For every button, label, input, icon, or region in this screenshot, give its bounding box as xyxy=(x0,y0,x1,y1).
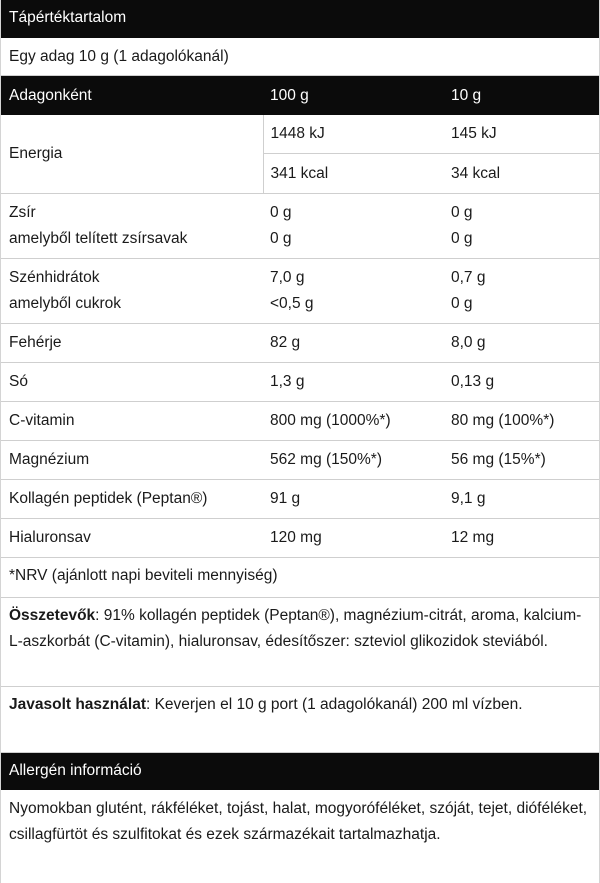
usage-label: Javasolt használat xyxy=(9,696,146,713)
magnesium-10: 56 mg (15%*) xyxy=(444,441,599,480)
vitamin-c-100: 800 mg (1000%*) xyxy=(263,402,444,441)
ingredients-label: Összetevők xyxy=(9,607,96,624)
saturated-fat-label: amelyből telített zsírsavak xyxy=(9,230,188,247)
table-row xyxy=(1,441,599,480)
hyaluronic-10: 12 mg xyxy=(444,519,599,558)
suggested-use xyxy=(1,687,599,753)
allergen-title: Allergén információ xyxy=(1,753,599,790)
table-header-row xyxy=(1,76,599,115)
hyaluronic-label: Hialuronsav xyxy=(1,519,263,558)
magnesium-label: Magnézium xyxy=(1,441,263,480)
table-row xyxy=(1,402,599,441)
carbs-row xyxy=(1,259,599,324)
protein-10: 8,0 g xyxy=(444,324,599,363)
energy-label: Energia xyxy=(1,115,263,194)
allergen-text: Nyomokban glutént, rákféléket, tojást, halat, mogyoróféléket, szóját, tejet, dióféléket, csillagfürtöt és szulfitokat és ezek származékait tartalmazhatja. xyxy=(9,800,588,843)
vitamin-c-label: C-vitamin xyxy=(1,402,263,441)
usage-text: : Keverjen el 10 g port (1 adagolókanál) 200 ml vízben. xyxy=(145,696,523,713)
collagen-label: Kollagén peptidek (Peptan®) xyxy=(1,480,263,519)
protein-label: Fehérje xyxy=(1,324,263,363)
nutrition-title: Tápértéktartalom xyxy=(1,0,599,38)
saturated-fat-10: 0 g xyxy=(451,230,473,247)
nrv-note: *NRV (ajánlott napi beviteli mennyiség) xyxy=(1,558,599,598)
fat-10: 0 g xyxy=(451,204,473,221)
protein-100: 82 g xyxy=(263,324,444,363)
saturated-fat-100: 0 g xyxy=(270,230,292,247)
energy-kcal-100: 341 kcal xyxy=(263,154,444,194)
carbs-10: 0,7 g xyxy=(451,269,486,286)
header-per-serving: Adagonként xyxy=(1,76,263,115)
magnesium-100: 562 mg (150%*) xyxy=(263,441,444,480)
salt-100: 1,3 g xyxy=(263,363,444,402)
header-100g: 100 g xyxy=(263,76,444,115)
carbs-label: Szénhidrátok xyxy=(9,269,100,286)
hyaluronic-100: 120 mg xyxy=(263,519,444,558)
salt-label: Só xyxy=(1,363,263,402)
ingredients-text: : 91% kollagén peptidek (Peptan®), magnézium-citrát, aroma, kalcium-L-aszkorbát (C-vitamin), hialuronsav, édesítőszer: szteviol glikozidok steviából. xyxy=(9,607,582,650)
table-row xyxy=(1,480,599,519)
table-row xyxy=(1,363,599,402)
nutrition-table xyxy=(1,76,599,558)
table-row xyxy=(1,519,599,558)
carbs-100: 7,0 g xyxy=(270,269,305,286)
sugars-10: 0 g xyxy=(451,295,473,312)
vitamin-c-10: 80 mg (100%*) xyxy=(444,402,599,441)
sugars-100: <0,5 g xyxy=(270,295,314,312)
ingredients xyxy=(1,598,599,687)
fat-label: Zsír xyxy=(9,204,36,221)
collagen-10: 9,1 g xyxy=(444,480,599,519)
fat-row xyxy=(1,194,599,259)
collagen-100: 91 g xyxy=(263,480,444,519)
energy-kj-10: 145 kJ xyxy=(444,115,599,154)
energy-kj-100: 1448 kJ xyxy=(263,115,444,154)
header-10g: 10 g xyxy=(444,76,599,115)
energy-row-kj xyxy=(1,115,599,154)
fat-100: 0 g xyxy=(270,204,292,221)
sugars-label: amelyből cukrok xyxy=(9,295,121,312)
table-row xyxy=(1,324,599,363)
serving-size: Egy adag 10 g (1 adagolókanál) xyxy=(1,38,599,76)
salt-10: 0,13 g xyxy=(444,363,599,402)
energy-kcal-10: 34 kcal xyxy=(444,154,599,194)
